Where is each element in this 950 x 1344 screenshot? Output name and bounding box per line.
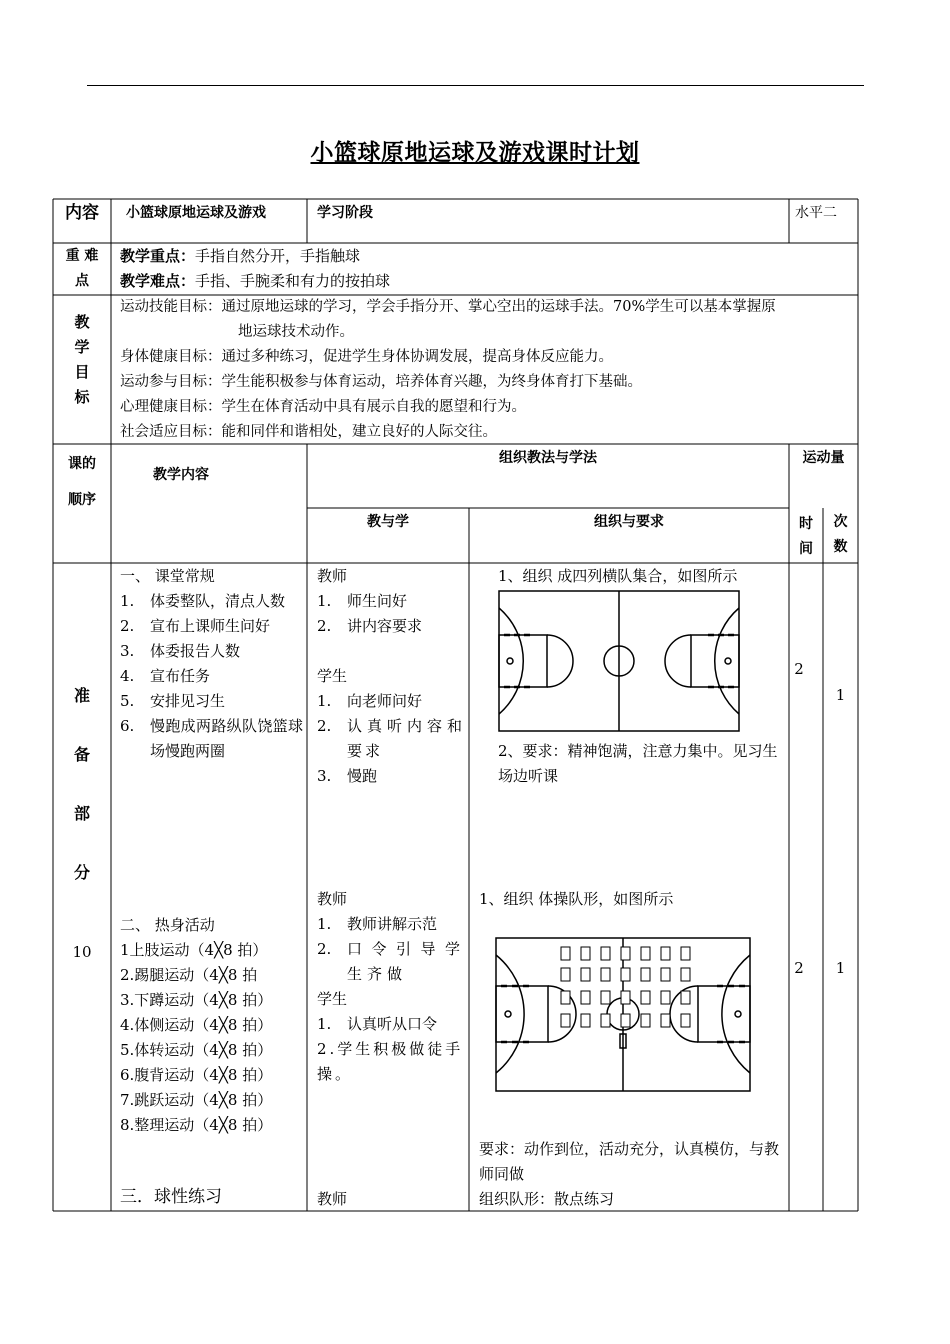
warmup-teach-learn bbox=[317, 887, 465, 1087]
item-number: 2. bbox=[317, 617, 332, 635]
prep-label-char: 分 bbox=[73, 863, 90, 882]
list-item bbox=[317, 589, 465, 614]
list-item: 2.踢腿运动（4╳8 拍 bbox=[120, 966, 258, 984]
item-text: 向老师问好 bbox=[347, 692, 423, 710]
teacher-list bbox=[317, 589, 465, 639]
item-number: 3. bbox=[317, 767, 332, 785]
organize-header: 组织与要求 bbox=[594, 514, 664, 530]
objectives-content bbox=[120, 295, 855, 445]
key-points-label bbox=[53, 244, 111, 294]
teacher-label: 教师 bbox=[317, 567, 348, 585]
content-header: 教学内容 bbox=[153, 467, 209, 483]
item-text: 讲内容要求 bbox=[347, 617, 423, 635]
student-label: 学生 bbox=[317, 667, 348, 685]
item-text: 认真听内容和要求 bbox=[347, 717, 465, 760]
routine-list bbox=[120, 589, 303, 764]
header-rule bbox=[87, 85, 864, 86]
list-item bbox=[120, 589, 303, 614]
list-item bbox=[317, 1012, 465, 1037]
list-item: 1上肢运动（4╳8 拍） bbox=[120, 941, 268, 959]
routine-req-line: 2、要求：精神饱满，注意力集中。见习生场边听课 bbox=[498, 742, 778, 785]
student-list bbox=[317, 1012, 465, 1037]
objectives-label bbox=[53, 310, 111, 410]
list-item: 6.腹背运动（4╳8 拍） bbox=[120, 1066, 273, 1084]
item-number: 2. bbox=[120, 617, 135, 635]
order-header bbox=[53, 446, 111, 518]
participation-objective: 运动参与目标：学生能积极参与体育运动，培养体育兴趣，为终身体育打下基础。 bbox=[120, 374, 642, 390]
psychology-objective: 心理健康目标：学生在体育活动中具有展示自我的愿望和行为。 bbox=[120, 399, 526, 415]
item-number: 4. bbox=[120, 667, 135, 685]
key-points-content bbox=[120, 244, 855, 294]
item-text: 口令引导学生齐做 bbox=[347, 940, 465, 983]
list-item bbox=[317, 614, 465, 639]
ball-heading: 三．球性练习 bbox=[120, 1187, 222, 1207]
count-header-line2: 数 bbox=[833, 539, 848, 555]
list-item bbox=[120, 614, 303, 639]
list-item bbox=[317, 937, 465, 987]
item-text: 师生问好 bbox=[347, 592, 408, 610]
item-text: 体委整队，清点人数 bbox=[150, 592, 286, 610]
objectives-label-char: 标 bbox=[74, 388, 90, 406]
time-header-line1: 时 bbox=[799, 516, 813, 532]
list-item bbox=[317, 912, 465, 937]
order-header-line1: 课的 bbox=[68, 456, 96, 472]
time-header bbox=[789, 512, 823, 562]
item-text: 体委报告人数 bbox=[150, 642, 241, 660]
student-list bbox=[317, 689, 465, 789]
item-text: 慢跑成两路纵队饶篮球场慢跑两圈 bbox=[150, 717, 303, 760]
warmup-time: 2 bbox=[794, 959, 804, 977]
list-item: 4.体侧运动（4╳8 拍） bbox=[120, 1016, 273, 1034]
stage-value: 水平二 bbox=[795, 205, 837, 221]
prep-label-char: 准 bbox=[73, 686, 90, 705]
prep-duration: 10 bbox=[72, 943, 92, 961]
item-number: 3. bbox=[120, 642, 135, 660]
item-number: 1. bbox=[317, 1015, 332, 1033]
key-points-label-line2: 点 bbox=[75, 273, 89, 289]
student-label: 学生 bbox=[317, 990, 348, 1008]
court-diagram-1 bbox=[498, 590, 740, 732]
time-header-line2: 间 bbox=[799, 541, 813, 557]
routine-count: 1 bbox=[835, 686, 846, 704]
list-item bbox=[317, 689, 465, 714]
stage-label: 学习阶段 bbox=[317, 205, 373, 221]
item-text: 慢跑 bbox=[347, 767, 378, 785]
teacher-label: 教师 bbox=[317, 890, 348, 908]
list-item bbox=[120, 689, 303, 714]
warmup-content bbox=[120, 913, 303, 1138]
prep-label-char: 备 bbox=[73, 745, 90, 764]
item-text: 教师讲解示范 bbox=[347, 915, 438, 933]
warmup-req-line: 要求：动作到位，活动充分，认真模仿，与教师同做 bbox=[479, 1140, 780, 1183]
routine-heading: 一、 课堂常规 bbox=[120, 567, 215, 585]
item-number: 6. bbox=[120, 717, 135, 735]
list-item bbox=[317, 764, 465, 789]
focus-label: 教学重点： bbox=[120, 247, 196, 265]
list-item bbox=[120, 664, 303, 689]
item-number: 5. bbox=[120, 692, 135, 710]
load-header: 运动量 bbox=[802, 450, 845, 466]
list-item bbox=[120, 639, 303, 664]
skill-objective-cont: 地运球技术动作。 bbox=[238, 324, 354, 340]
routine-time: 2 bbox=[794, 660, 804, 678]
focus-text: 手指自然分开，手指触球 bbox=[195, 247, 361, 265]
item-text: 宣布上课师生问好 bbox=[150, 617, 271, 635]
teach-learn-header: 教与学 bbox=[367, 514, 409, 530]
list-item: 5.体转运动（4╳8 拍） bbox=[120, 1041, 273, 1059]
objectives-label-char: 学 bbox=[74, 338, 90, 356]
prep-label-char: 部 bbox=[73, 804, 90, 823]
count-header-line1: 次 bbox=[833, 514, 848, 530]
content-label: 内容 bbox=[65, 203, 99, 223]
order-header-line2: 顺序 bbox=[68, 492, 96, 508]
item-text: 宣布任务 bbox=[150, 667, 211, 685]
list-item bbox=[120, 714, 303, 764]
court-diagram-2 bbox=[495, 937, 751, 1092]
item-text: 认真听从口令 bbox=[347, 1015, 438, 1033]
item-number: 1. bbox=[120, 592, 135, 610]
item-number: 2. bbox=[317, 940, 332, 958]
content-value: 小篮球原地运球及游戏 bbox=[126, 205, 266, 221]
warmup-heading: 二、 热身活动 bbox=[120, 916, 215, 934]
skill-objective: 运动技能目标：通过原地运球的学习，学会手指分开、掌心空出的运球手法。70%学生可以基本掌握原 bbox=[120, 299, 776, 315]
list-item bbox=[317, 714, 465, 764]
count-header bbox=[823, 510, 858, 560]
difficulty-text: 手指、手腕柔和有力的按拍球 bbox=[195, 272, 391, 290]
methods-header: 组织教法与学法 bbox=[499, 450, 597, 466]
item-number: 2. bbox=[317, 717, 332, 735]
objectives-label-char: 教 bbox=[74, 313, 90, 331]
difficulty-label: 教学难点： bbox=[120, 272, 196, 290]
list-item: 8.整理运动（4╳8 拍） bbox=[120, 1116, 273, 1134]
social-objective: 社会适应目标：能和同伴和谐相处，建立良好的人际交往。 bbox=[120, 424, 497, 440]
list-item: 7.跳跃运动（4╳8 拍） bbox=[120, 1091, 273, 1109]
student-extra: 2.学生积极做徒手操。 bbox=[317, 1040, 464, 1083]
list-item: 3.下蹲运动（4╳8 拍） bbox=[120, 991, 273, 1009]
warmup-count: 1 bbox=[835, 959, 846, 977]
item-number: 1. bbox=[317, 692, 332, 710]
teacher-list bbox=[317, 912, 465, 987]
item-text: 安排见习生 bbox=[150, 692, 226, 710]
ball-teacher-label: 教师 bbox=[317, 1190, 348, 1208]
routine-teach-learn bbox=[317, 564, 465, 789]
routine-content bbox=[120, 564, 303, 764]
item-number: 1. bbox=[317, 592, 332, 610]
ball-org-line: 组织队形：散点练习 bbox=[479, 1190, 615, 1208]
routine-org-line: 1、组织 成四列横队集合，如图所示 bbox=[498, 567, 738, 585]
item-number: 1. bbox=[317, 915, 332, 933]
objectives-label-char: 目 bbox=[74, 363, 90, 381]
warmup-org-line: 1、组织 体操队形，如图所示 bbox=[479, 890, 674, 908]
key-points-label-line1: 重 难 bbox=[65, 248, 99, 264]
health-objective: 身体健康目标：通过多种练习，促进学生身体协调发展，提高身体反应能力。 bbox=[120, 349, 613, 365]
page-title: 小篮球原地运球及游戏课时计划 bbox=[310, 140, 640, 166]
